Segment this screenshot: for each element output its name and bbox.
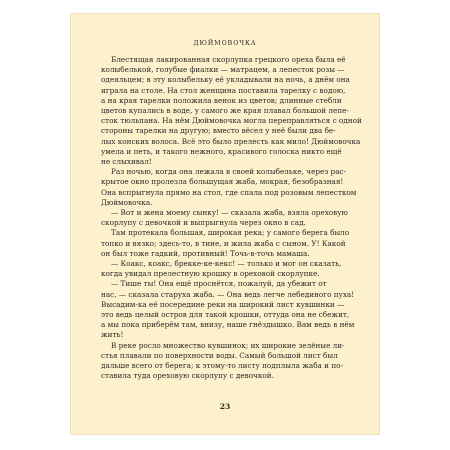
- text-line: — Коакс, коакс, брекке-ке-кекс! — только и мог он сказать,: [111, 259, 342, 269]
- text-line: жить!: [101, 330, 124, 340]
- text-line: Она вспрыгнула прямо на стол, где спала под розовым лепестком: [101, 187, 357, 197]
- body-text: [101, 55, 362, 382]
- text-line: Там протекала большая, широкая река; у самого берега было: [111, 228, 350, 238]
- paragraph: [101, 55, 362, 167]
- text-line: он был тоже гадкий, противный! Точь-в-точь мамаша.: [101, 248, 310, 258]
- page-number: 23: [219, 402, 231, 411]
- paragraph: [101, 341, 349, 382]
- paragraph: [101, 228, 349, 259]
- text-line: а на края тарелки положила венок из цветов; длинные стебли: [101, 95, 342, 105]
- text-line: Дюймовочка.: [101, 197, 153, 207]
- text-line: крытое окно пролезла большущая жаба, мокрая, безобразная!: [101, 177, 344, 187]
- text-line: — Вот и жена моему сынку! — сказала жаба, взяла ореховую: [111, 208, 348, 218]
- text-line: сток тюльпана. На нём Дюймовочка могла переправляться с одной: [101, 116, 362, 126]
- paragraph: [101, 167, 357, 208]
- text-line: нас, — сказала старуха жаба. — Она ведь легче лебединого пуха!: [101, 289, 355, 299]
- paragraph: [101, 259, 349, 279]
- paragraph: [101, 279, 355, 340]
- text-line: стороны тарелки на другую; вместо вёсел у неё были два бе-: [101, 126, 336, 136]
- running-head: ДЮЙМОВОЧКА: [193, 40, 257, 47]
- text-line: играла на столе. На стол женщина поставила тарелку с водою,: [101, 85, 346, 95]
- text-line: колыбелькой, голубые фиалки — матрацем, а лепесток розы —: [101, 65, 345, 75]
- paragraph: [101, 208, 349, 228]
- text-line: умела и петь, и такого нежного, красивого голоска никто ещё: [101, 146, 342, 156]
- text-line: топко и вязко; здесь-то, в тине, и жила жаба с сыном. У! Какой: [101, 238, 346, 248]
- text-line: ставила туда ореховую скорлупу с девочкой.: [101, 371, 274, 381]
- text-line: цветов купались в воде, у самого же края плавал большой лепе-: [101, 106, 349, 116]
- text-line: дальше всего от берега; к этому-то листу подплыла жаба и по-: [101, 361, 343, 371]
- text-line: Блестящая лакированная скорлупка грецкого ореха была её: [111, 55, 346, 64]
- text-line: — Тише ты! Она ещё проснётся, пожалуй, да убежит от: [111, 279, 327, 289]
- text-line: одеяльцем; в эту колыбельку её укладывали на ночь, а днём она: [101, 75, 350, 85]
- text-line: когда увидал прелестную крошку в ореховой скорлупке.: [101, 269, 320, 279]
- text-line: В реке росло множество кувшинок; их широкие зелёные ли-: [111, 340, 345, 350]
- book-page: [71, 14, 379, 434]
- text-line: не слыхивал!: [101, 157, 152, 167]
- text-line: а мы пока приберём там, внизу, наше гнёздышко. Вам ведь в нём: [101, 320, 355, 330]
- text-line: скорлупу с девочкой и выпрыгнула через окно в сад.: [101, 218, 306, 228]
- text-line: Раз ночью, когда она лежала в своей колыбельке, через рас-: [111, 167, 347, 177]
- text-line: лых конских волоса. Всё это было прелесть как мило! Дюймовочка: [101, 136, 361, 146]
- text-line: стья плавали по поверхности воды. Самый большой лист был: [101, 350, 338, 360]
- text-line: Высадим-ка её посередине реки на широкий лист кувшинки —: [101, 299, 345, 309]
- text-line: это ведь целый остров для такой крошки, оттуда она не сбежит,: [101, 310, 350, 320]
